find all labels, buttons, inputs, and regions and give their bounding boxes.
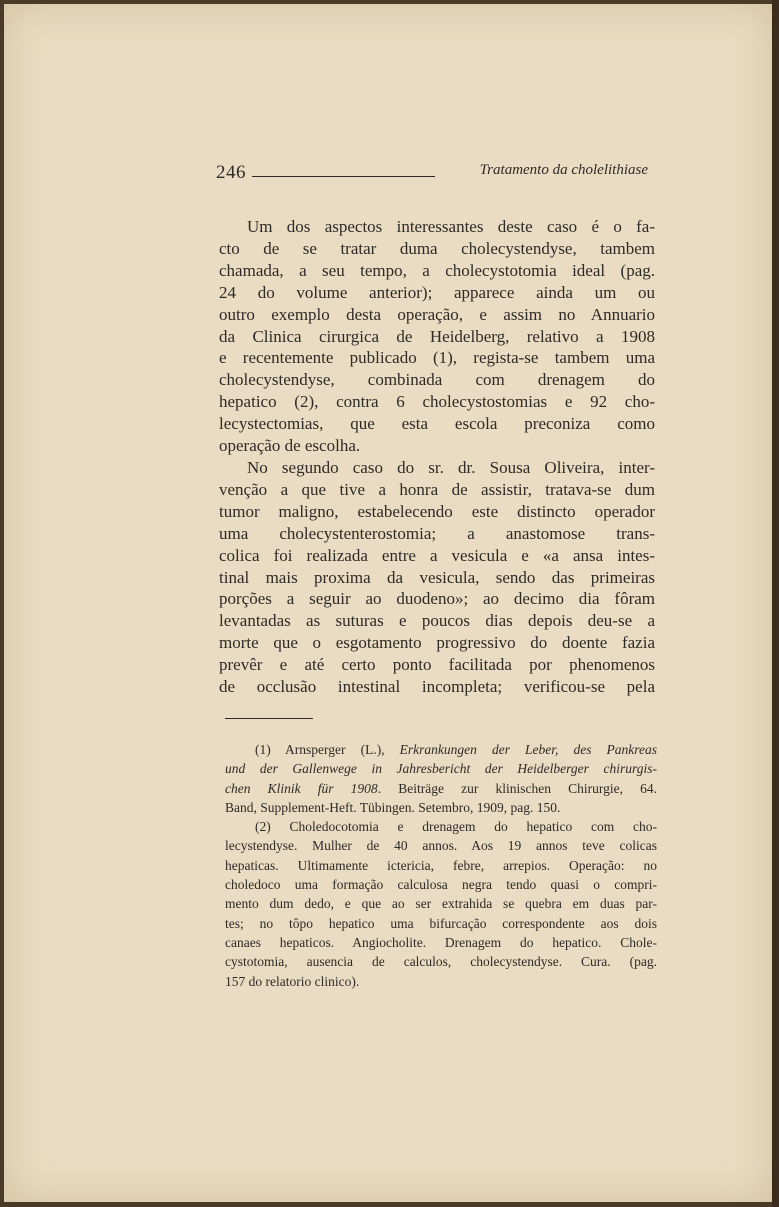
text-line: outro exemplo desta operação, e assim no Annuario bbox=[219, 304, 655, 324]
footnote-line: hepaticas. Ultimamente ictericia, febre, arrepios. Operação: no bbox=[225, 857, 657, 873]
text-line: operação de escolha. bbox=[219, 436, 361, 456]
footnote-line: tes; no tôpo hepatico uma bifurcação correspondente aos dois bbox=[225, 915, 657, 931]
text-line: lecystectomias, que esta escola preconiza como bbox=[219, 414, 655, 434]
running-title: Tratamento da cholelithiase bbox=[479, 162, 648, 178]
footnote-line: cystotomia, ausencia de calculos, cholecystendyse. Cura. (pag. bbox=[225, 954, 657, 970]
text-line: 24 do volume anterior); apparece ainda um ou bbox=[219, 282, 655, 302]
text-line: hepatico (2), contra 6 cholecystostomias e 92 cho- bbox=[219, 392, 655, 412]
text-line: venção a que tive a honra de assistir, tratava-se dum bbox=[219, 479, 655, 499]
footnote-line: (2) Choledocotomia e drenagem do hepatico com cho- bbox=[255, 819, 657, 835]
footnote-line: chen Klinik für 1908. Beiträge zur klinischen Chirurgie, 64. bbox=[225, 780, 657, 796]
footnote-line: und der Gallenwege in Jahresbericht der Heidelberger chirurgis- bbox=[225, 761, 657, 777]
book-page bbox=[4, 4, 772, 1202]
text-line: cto de se tratar duma cholecystendyse, tambem bbox=[219, 238, 655, 258]
text-line: morte que o esgotamento progressivo do doente fazia bbox=[219, 633, 655, 653]
text-line: colica foi realizada entre a vesicula e «a ansa intes- bbox=[219, 545, 655, 565]
body-text bbox=[219, 216, 655, 698]
text-line: porções a seguir ao duodeno»; ao decimo dia fôram bbox=[219, 589, 655, 609]
text-line: Um dos aspectos interessantes deste caso é o fa- bbox=[247, 217, 655, 236]
footnote-line: mento dum dedo, e que ao ser extrahida se quebra em duas par- bbox=[225, 896, 657, 912]
text-line: de occlusão intestinal incompleta; verificou-se pela bbox=[219, 677, 655, 697]
paragraph-2 bbox=[219, 457, 655, 698]
text-line: chamada, a seu tempo, a cholecystotomia ideal (pag. bbox=[219, 260, 655, 280]
footnotes bbox=[225, 740, 657, 991]
footnote-line: (1) Arnsperger (L.), Erkrankungen der Leber, des Pankreas bbox=[255, 742, 657, 757]
text-line: da Clinica cirurgica de Heidelberg, relativo a 1908 bbox=[219, 326, 655, 346]
footnote-line: lecystendyse. Mulher de 40 annos. Aos 19 annos teve colicas bbox=[225, 838, 657, 854]
footnote-line: Band, Supplement-Heft. Tübingen. Setembro, 1909, pag. 150. bbox=[225, 799, 561, 815]
text-line: cholecystendyse, combinada com drenagem do bbox=[219, 370, 655, 390]
page-header bbox=[216, 162, 648, 182]
text-line: tumor maligno, estabelecendo este distincto operador bbox=[219, 501, 655, 521]
footnote-1 bbox=[225, 740, 657, 817]
text-line: e recentemente publicado (1), regista-se tambem uma bbox=[219, 348, 655, 368]
paragraph-1 bbox=[219, 216, 655, 457]
footnote-line: choledoco uma formação calculosa negra tendo quasi o compri- bbox=[225, 877, 657, 893]
header-rule bbox=[252, 176, 435, 177]
text-line: No segundo caso do sr. dr. Sousa Oliveira, inter- bbox=[247, 457, 655, 477]
text-line: tinal mais proxima da vesicula, sendo das primeiras bbox=[219, 567, 655, 587]
footnote-rule bbox=[225, 718, 313, 719]
text-line: uma cholecystenterostomia; a anastomose trans- bbox=[219, 523, 655, 543]
footnote-line: canaes hepaticos. Angiocholite. Drenagem do hepatico. Chole- bbox=[225, 934, 657, 950]
text-line: levantadas as suturas e poucos dias depois deu-se a bbox=[219, 611, 655, 631]
page-edge-shadow bbox=[772, 0, 779, 1207]
footnote-2 bbox=[225, 817, 657, 991]
footnote-line: 157 do relatorio clinico). bbox=[225, 973, 360, 989]
page-number: 246 bbox=[216, 162, 246, 183]
text-line: prevêr e até certo ponto facilitada por phenomenos bbox=[219, 655, 655, 675]
